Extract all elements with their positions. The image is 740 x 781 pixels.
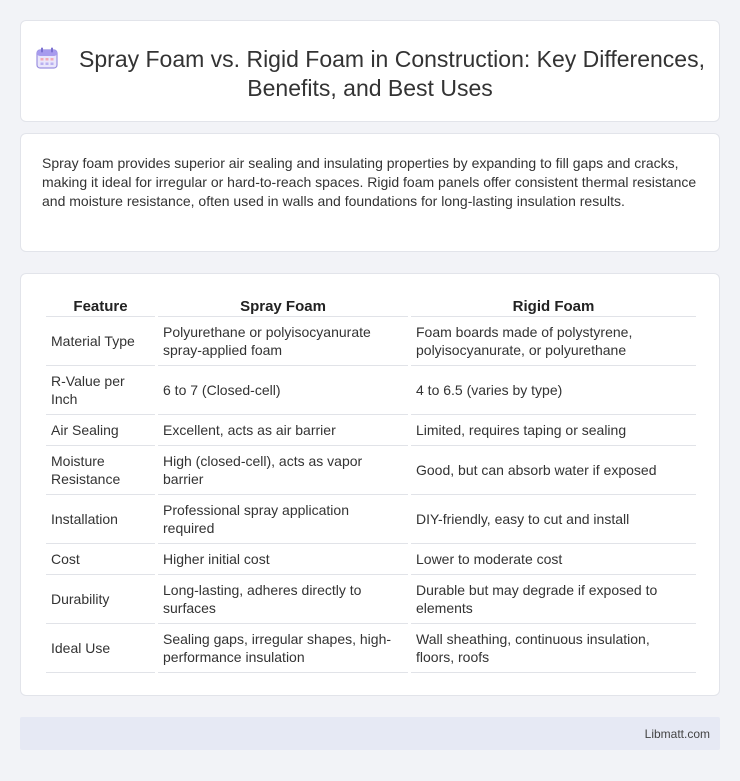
spray-foam-cell: Polyurethane or polyisocyanurate spray-applied foam xyxy=(158,317,408,366)
feature-cell: Durability xyxy=(46,575,155,624)
feature-cell: Cost xyxy=(46,544,155,575)
table-row xyxy=(46,366,696,415)
column-header-feature: Feature xyxy=(46,296,155,317)
table-row xyxy=(46,624,696,673)
rigid-foam-cell: Wall sheathing, continuous insulation, floors, roofs xyxy=(411,624,696,673)
rigid-foam-cell: Limited, requires taping or sealing xyxy=(411,415,696,446)
spray-foam-cell: 6 to 7 (Closed-cell) xyxy=(158,366,408,415)
feature-cell: Ideal Use xyxy=(46,624,155,673)
rigid-foam-cell: Good, but can absorb water if exposed xyxy=(411,446,696,495)
spray-foam-cell: Higher initial cost xyxy=(158,544,408,575)
spray-foam-cell: Sealing gaps, irregular shapes, high-performance insulation xyxy=(158,624,408,673)
table-row xyxy=(46,575,696,624)
rigid-foam-cell: DIY-friendly, easy to cut and install xyxy=(411,495,696,544)
rigid-foam-cell: Lower to moderate cost xyxy=(411,544,696,575)
calendar-icon xyxy=(35,46,59,70)
spray-foam-cell: Professional spray application required xyxy=(158,495,408,544)
column-header-spray-foam: Spray Foam xyxy=(158,296,408,317)
feature-cell: Air Sealing xyxy=(46,415,155,446)
page-title-text: Spray Foam vs. Rigid Foam in Construction: Key Differences, Benefits, and Best Uses xyxy=(79,46,705,101)
rigid-foam-cell: 4 to 6.5 (varies by type) xyxy=(411,366,696,415)
comparison-card xyxy=(20,273,720,696)
title-card xyxy=(20,20,720,122)
feature-cell: Material Type xyxy=(46,317,155,366)
table-header-row xyxy=(46,296,696,317)
feature-cell: Installation xyxy=(46,495,155,544)
rigid-foam-cell: Durable but may degrade if exposed to elements xyxy=(411,575,696,624)
column-header-rigid-foam: Rigid Foam xyxy=(411,296,696,317)
table-row xyxy=(46,446,696,495)
table-row xyxy=(46,495,696,544)
feature-cell: R-Value per Inch xyxy=(46,366,155,415)
table-row xyxy=(46,544,696,575)
table-row xyxy=(46,415,696,446)
spray-foam-cell: Excellent, acts as air barrier xyxy=(158,415,408,446)
spray-foam-cell: Long-lasting, adheres directly to surfaces xyxy=(158,575,408,624)
footer-bar xyxy=(20,717,720,750)
comparison-table xyxy=(43,296,699,673)
intro-paragraph: Spray foam provides superior air sealing and insulating properties by expanding to fill gaps and cracks, making it ideal for irregular or hard-to-reach spaces. Rigid foam panels offer consistent thermal resistance and moisture resistance, often used in walls and foundations for long-lasting insulation results. xyxy=(42,155,697,209)
intro-card xyxy=(20,133,720,252)
rigid-foam-cell: Foam boards made of polystyrene, polyisocyanurate, or polyurethane xyxy=(411,317,696,366)
table-row xyxy=(46,317,696,366)
footer-brand: Libmatt.com xyxy=(644,727,710,741)
spray-foam-cell: High (closed-cell), acts as vapor barrier xyxy=(158,446,408,495)
page-title xyxy=(21,45,719,103)
feature-cell: Moisture Resistance xyxy=(46,446,155,495)
